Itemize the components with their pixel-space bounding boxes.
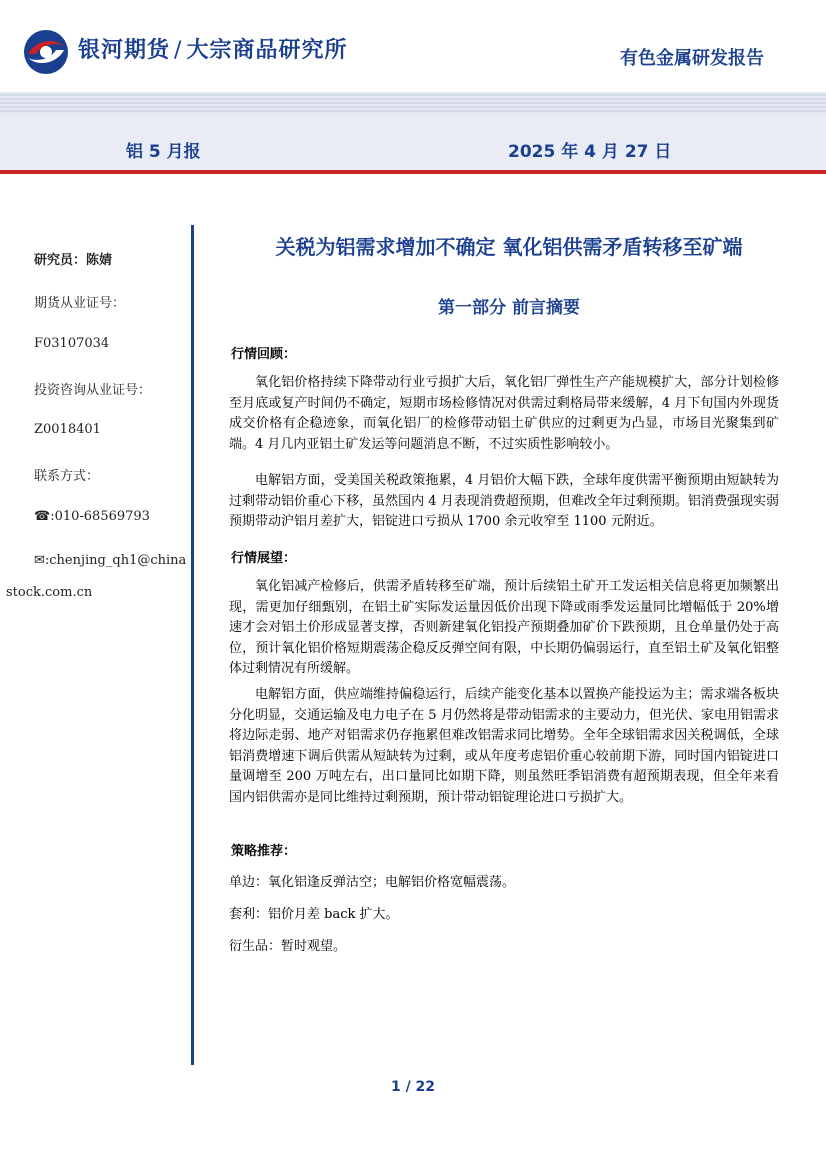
report-date: 2025 年 4 月 27 日 (508, 142, 672, 162)
invest-cert-number: Z0018401 (34, 422, 101, 437)
brand-name: 银河期货 (78, 38, 171, 63)
researcher-name: 研究员：陈婧 (34, 253, 113, 268)
brand-title (78, 33, 347, 64)
futures-cert-label: 期货从业证号： (34, 296, 126, 311)
phone-number: ☎:010-68569793 (34, 509, 150, 524)
contact-label: 联系方式： (34, 469, 100, 484)
market-review-paragraph-alumina: 氧化铝价格持续下降带动行业亏损扩大后，氧化铝厂弹性生产产能规模扩大，部分计划检修至月底或复产时间仍不确定，短期市场检修情况对供需过剩格局带来缓解，4 月下旬国内外现货成交价格有企稳迹象，而氧化铝厂的检修带动铝土矿供应的过剩更为凸显，市场目光聚集到矿端。4 月几内亚铝土矿发运等问题消息不断，不过实质性影响较小。 (229, 375, 779, 452)
header-band (0, 92, 826, 174)
brand-separator: / (174, 38, 183, 63)
outlook-heading: 行情展望： (231, 551, 297, 566)
article-title: 关税为铝需求增加不确定 氧化铝供需矛盾转移至矿端 (275, 235, 743, 259)
email-address[interactable]: ✉:chenjing_qh1@china (34, 553, 187, 568)
section-heading: 第一部分 前言摘要 (438, 298, 580, 318)
report-header (0, 0, 826, 92)
strategy-arbitrage: 套利：铝价月差 back 扩大。 (229, 907, 399, 922)
strategy-derivatives: 衍生品：暂时观望。 (229, 939, 347, 954)
band-panel (0, 114, 826, 170)
band-divider (0, 170, 826, 174)
email-address-continued[interactable]: stock.com.cn (6, 585, 93, 600)
galaxy-futures-logo-icon (22, 28, 70, 76)
outlook-paragraph-alumina: 氧化铝减产检修后，供需矛盾转移至矿端，预计后续铝土矿开工发运相关信息将更加频繁出现，需更加仔细甄别，在铝土矿实际发运量因低价出现下降或雨季发运量同比增幅低于 20%增速才会对铝土价形成显著支撑，否则新建氧化铝投产预期叠加矿价下跌预期，且仓单量仍处于高位，预计氧化铝价格短期震荡企稳反反弹空间有限，中长期仍偏弱运行，直至铝土矿及氧化铝整体过剩情况有所缓解。 (229, 579, 779, 676)
market-review-paragraph-aluminium: 电解铝方面，受美国关税政策拖累，4 月铝价大幅下跌，全球年度供需平衡预期由短缺转为过剩带动铝价重心下移，虽然国内 4 月表现消费超预期，但难改全年过剩预期。铝消费强现实弱预期带动沪铝月差扩大，铝锭进口亏损从 1700 余元收窄至 1100 元附近。 (229, 473, 779, 529)
strategy-heading: 策略推荐： (231, 844, 297, 859)
page-number: 1 / 22 (390, 1079, 436, 1095)
strategy-single-side: 单边：氧化铝逢反弹沽空；电解铝价格宽幅震荡。 (229, 875, 516, 890)
report-type: 有色金属研发报告 (620, 48, 764, 69)
invest-cert-label: 投资咨询从业证号： (34, 383, 152, 398)
sidebar-divider (191, 225, 194, 1065)
futures-cert-number: F03107034 (34, 336, 110, 351)
report-subject: 铝 5 月报 (126, 142, 201, 162)
market-review-heading: 行情回顾： (231, 347, 297, 362)
outlook-paragraph-aluminium: 电解铝方面，供应端维持偏稳运行，后续产能变化基本以置换产能投运为主；需求端各板块分化明显，交通运输及电力电子在 5 月仍然将是带动铝需求的主要动力，但光伏、家电用铝需求将边际走弱、地产对铝需求仍存拖累但难改铝需求同比增势。全年全球铝需求因关税调低，全球铝消费增速下调后供需从短缺转为过剩，或从年度考虑铝价重心较前期下游，同时国内铝锭进口量调增至 200 万吨左右，出口量同比如期下降，则虽然旺季铝消费有超预期表现，但全年来看国内铝供需亦是同比维持过剩预期，预计带动铝锭理论进口亏损扩大。 (229, 687, 779, 805)
institute-name: 大宗商品研究所 (186, 38, 348, 63)
